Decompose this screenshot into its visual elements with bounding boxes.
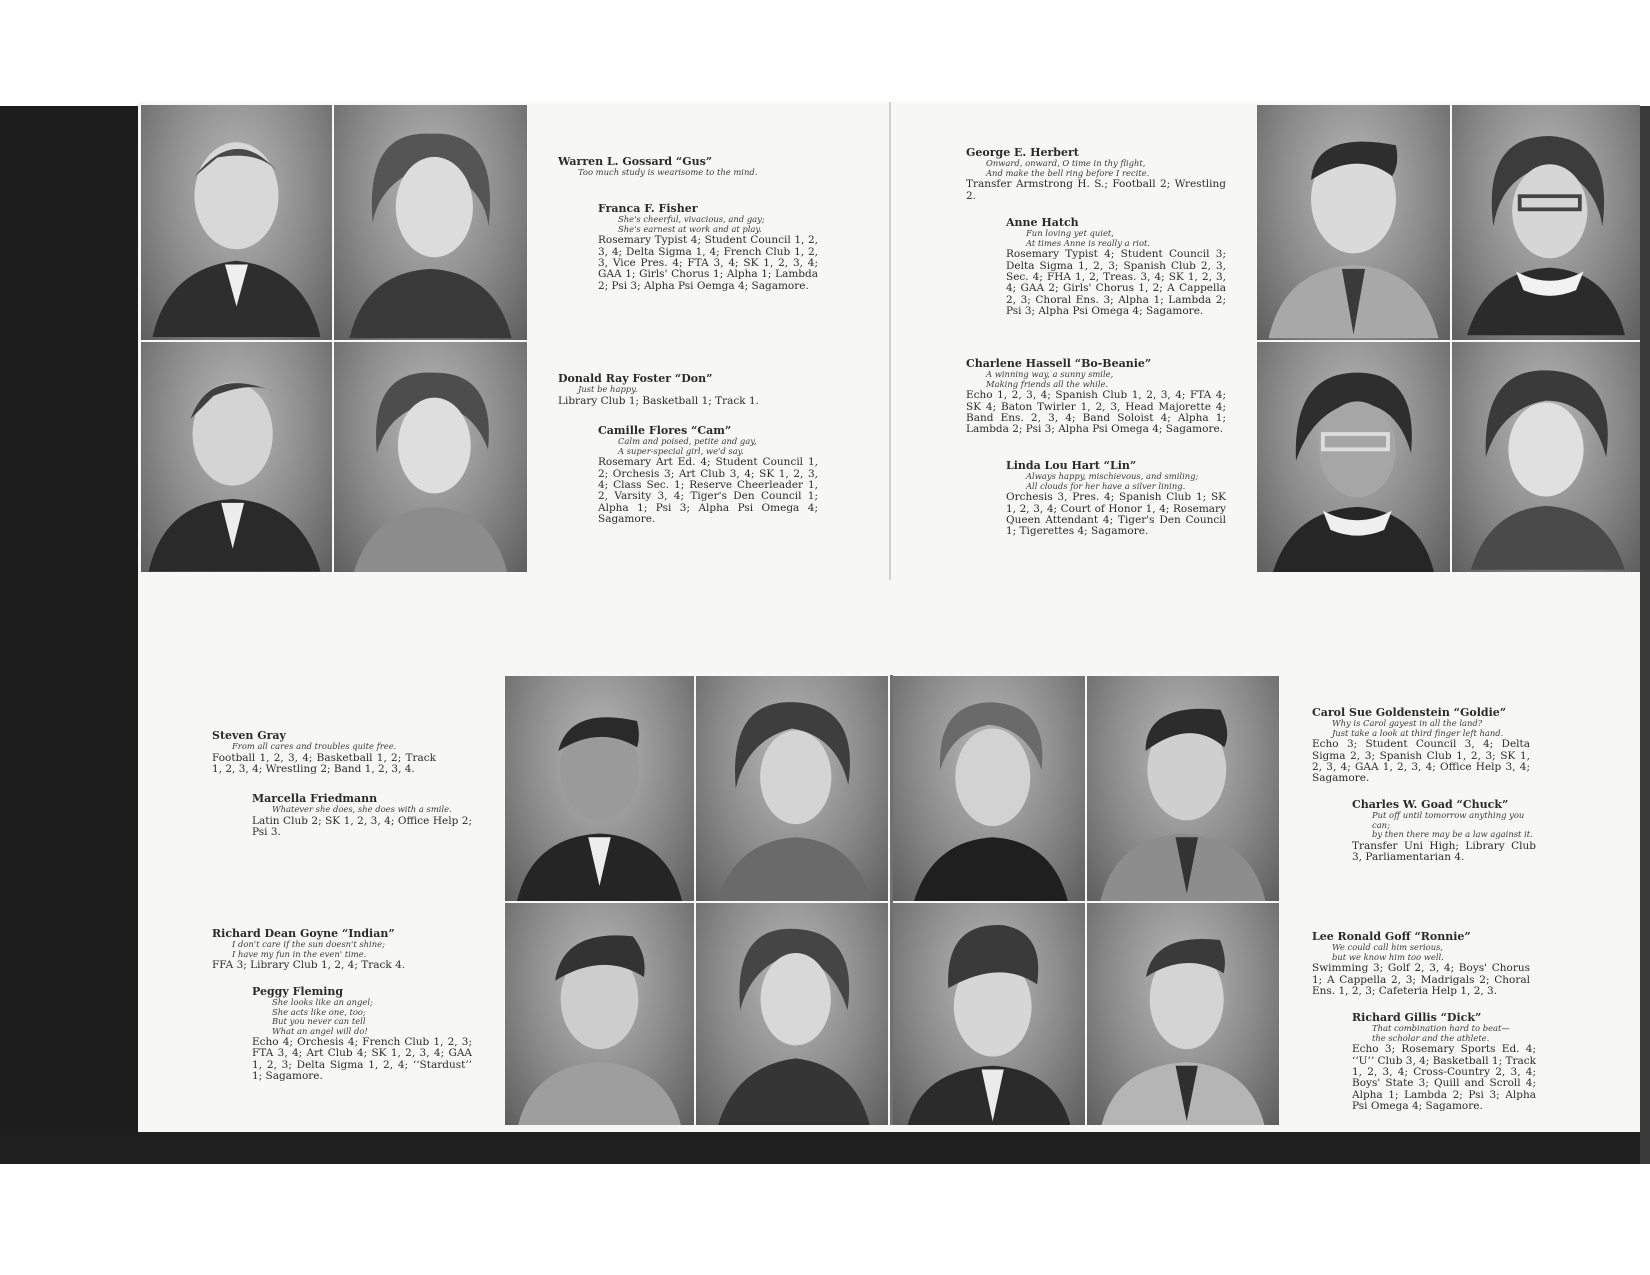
student-entry (598, 425, 818, 526)
student-name: George E. Herbert (966, 146, 1079, 159)
student-entry (1312, 707, 1530, 785)
student-entry (212, 730, 436, 776)
student-name: Linda Lou Hart “Lin” (1006, 459, 1137, 472)
student-name: Franca F. Fisher (598, 202, 698, 215)
student-quote: She's cheerful, vivacious, and gay; She's earnest at work and at play. (618, 214, 765, 234)
portrait-photo (1087, 903, 1279, 1125)
portrait-photo (505, 903, 694, 1125)
student-entry (252, 986, 472, 1083)
portrait-photo (1452, 105, 1640, 340)
portrait-photo (141, 105, 332, 340)
student-entry (558, 373, 818, 407)
student-activities: Orchesis 3, Pres. 4; Spanish Club 1; SK 1, 2, 3, 4; Court of Honor 1, 4; Rosemary Queen Attendant 4; Tiger's Den Council 1; Tigerettes 4; Sagamore. (1006, 491, 1226, 538)
student-quote: Fun loving yet quiet, At times Anne is really a riot. (1026, 228, 1151, 248)
portrait-photo (334, 342, 527, 572)
student-activities: Transfer Armstrong H. S.; Football 2; Wrestling 2. (966, 178, 1226, 202)
student-activities: FFA 3; Library Club 1, 2, 4; Track 4. (212, 959, 406, 972)
portrait-photo (1087, 676, 1279, 901)
student-entry (1352, 799, 1536, 863)
student-activities: Transfer Uni High; Library Club 3, Parliamentarian 4. (1352, 839, 1536, 864)
student-activities: Library Club 1; Basketball 1; Track 1. (558, 394, 760, 407)
student-entry (966, 147, 1226, 202)
student-name: Lee Ronald Goff “Ronnie” (1312, 930, 1471, 943)
portrait-photo (696, 676, 888, 901)
student-name: Donald Ray Foster “Don” (558, 372, 713, 385)
student-entry (966, 358, 1226, 436)
student-name: Carol Sue Goldenstein “Goldie” (1312, 706, 1507, 719)
student-entry (1006, 460, 1226, 538)
student-entry (558, 156, 818, 178)
student-name: Richard Dean Goyne “Indian” (212, 927, 395, 940)
portrait-photo (1452, 342, 1640, 572)
scanner-shadow-right (1640, 106, 1650, 1164)
portrait-photo (1257, 342, 1450, 572)
student-activities: Rosemary Typist 4; Student Council 3; Delta Sigma 1, 2, 3; Spanish Club 2, 3, Sec. 4; FHA 1, 2, Treas. 3, 4; SK 1, 2, 3, 4; GAA 2; Girls' Chorus 1, 2; A Cappella 2, 3; Choral Ens. 3; Alpha 1; Lambda 2; Psi 3; Alpha Psi Omega 4; Sagamore. (1006, 248, 1226, 318)
student-quote: Whatever she does, she does with a smile. (272, 804, 452, 815)
page-gutter-top (889, 102, 891, 580)
student-quote: A winning way, a sunny smile, Making friends all the while. (986, 369, 1114, 389)
student-quote: Put off until tomorrow anything you can; by then there may be a law against it. (1372, 810, 1533, 840)
student-quote: Just be happy. (578, 384, 638, 395)
student-name: Camille Flores “Cam” (598, 424, 732, 437)
portrait-photo (1257, 105, 1450, 340)
student-entry (598, 203, 818, 292)
student-activities: Echo 1, 2, 3, 4; Spanish Club 1, 2, 3, 4; FTA 4; SK 4; Baton Twirler 1, 2, 3, Head Majorette 4; Band Ens. 2, 3, 4; Band Soloist 4; Alpha 1; Lambda 2; Psi 3; Alpha Psi Omega 4; Sagamore. (966, 389, 1226, 436)
student-entry (1006, 217, 1226, 318)
student-activities: Rosemary Typist 4; Student Council 1, 2, 3, 4; Delta Sigma 1, 4; French Club 1, 2, 3, Vice Pres. 4; FTA 3, 4; SK 1, 2, 3, 4; GAA 1; Girls' Chorus 1; Alpha 1; Lambda 2; Psi 3; Alpha Psi Oemga 4; Sagamore. (598, 234, 818, 292)
portrait-photo (696, 903, 888, 1125)
student-quote: Too much study is wearisome to the mind. (578, 167, 758, 178)
student-quote: That combination hard to beat— the scholar and the athlete. (1372, 1023, 1510, 1043)
student-quote: Onward, onward, O time in thy flight, And make the bell ring before I recite. (986, 158, 1150, 178)
student-quote: She looks like an angel; She acts like one, too; But you never can tell What an angel will do! (272, 997, 373, 1036)
student-activities: Latin Club 2; SK 1, 2, 3, 4; Office Help 2; Psi 3. (252, 814, 472, 839)
student-name: Charlene Hassell “Bo-Beanie” (966, 357, 1152, 370)
student-entry (212, 928, 436, 972)
student-name: Peggy Fleming (252, 985, 344, 998)
student-activities: Swimming 3; Golf 2, 3, 4; Boys' Chorus 1; A Cappella 2, 3; Madrigals 2; Choral Ens. 1, 2, 3; Cafeteria Help 1, 2, 3. (1312, 962, 1530, 998)
student-entry (1352, 1012, 1536, 1113)
student-quote: Calm and poised, petite and gay, A super-special girl, we'd say. (618, 436, 757, 456)
student-name: Charles W. Goad “Chuck” (1352, 798, 1509, 811)
student-activities: Echo 3; Student Council 3, 4; Delta Sigma 2, 3; Spanish Club 1, 2, 3; SK 1, 2, 3, 4; GAA 1, 2, 3, 4; Office Help 3, 4; Sagamore. (1312, 738, 1530, 785)
portrait-photo (893, 903, 1085, 1125)
portrait-photo (141, 342, 332, 572)
student-quote: From all cares and troubles quite free. (232, 741, 397, 752)
student-name: Richard Gillis “Dick” (1352, 1011, 1482, 1024)
student-quote: I don't care if the sun doesn't shine; I have my fun in the even' time. (232, 939, 385, 959)
portrait-photo (893, 676, 1085, 901)
student-name: Steven Gray (212, 729, 286, 742)
student-entry (252, 793, 472, 839)
student-name: Anne Hatch (1006, 216, 1079, 229)
portrait-photo (505, 676, 694, 901)
student-activities: Rosemary Art Ed. 4; Student Council 1, 2; Orchesis 3; Art Club 3, 4; SK 1, 2, 3, 4; Class Sec. 1; Reserve Cheerleader 1, 2, Varsity 3, 4; Tiger's Den Council 1; Alpha 1; Psi 3; Alpha Psi Omega 4; Sagamore. (598, 456, 818, 526)
student-name: Marcella Friedmann (252, 792, 378, 805)
scanner-shadow-bottom (0, 1130, 1650, 1164)
student-activities: Football 1, 2, 3, 4; Basketball 1, 2; Track 1, 2, 3, 4; Wrestling 2; Band 1, 2, 3, 4. (212, 751, 436, 776)
student-entry (1312, 931, 1530, 997)
student-activities: Echo 4; Orchesis 4; French Club 1, 2, 3; FTA 3, 4; Art Club 4; SK 1, 2, 3, 4; GAA 1, 2, 3; Delta Sigma 1, 2, 4; ‘‘Stardust’’ 1; Sagamore. (252, 1036, 472, 1083)
scanner-shadow-left (0, 106, 138, 1164)
student-quote: Always happy, mischievous, and smiling; All clouds for her have a silver lining. (1026, 471, 1199, 491)
student-quote: We could call him serious, but we know him too well. (1332, 942, 1444, 962)
portrait-photo (334, 105, 527, 340)
student-name: Warren L. Gossard “Gus” (558, 155, 713, 168)
student-activities: Echo 3; Rosemary Sports Ed. 4; ‘‘U’’ Club 3, 4; Basketball 1; Track 1, 2, 3, 4; Cross-Country 2, 3, 4; Boys' State 3; Quill and Scroll 4; Alpha 1; Lambda 2; Psi 3; Alpha Psi Omega 4; Sagamore. (1352, 1043, 1536, 1113)
student-quote: Why is Carol gayest in all the land? Just take a look at third finger left hand. (1332, 718, 1504, 738)
